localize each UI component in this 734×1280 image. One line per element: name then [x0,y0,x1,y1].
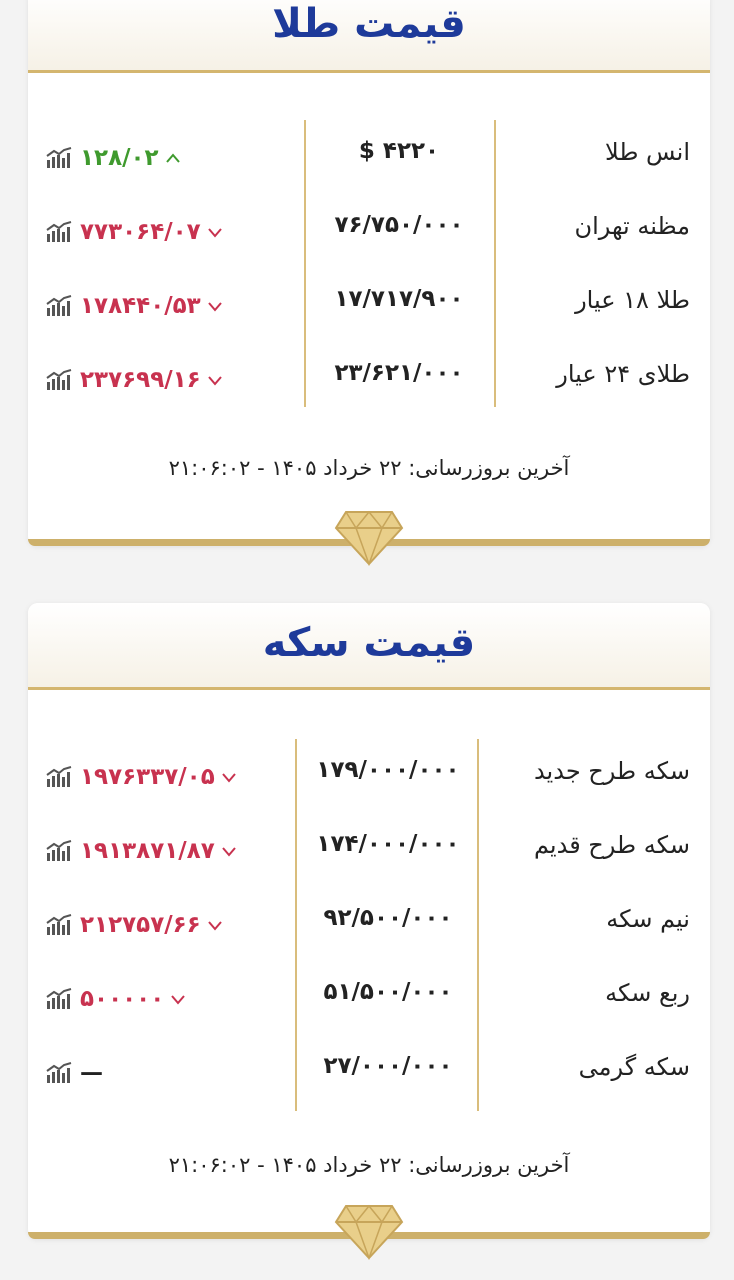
gold-last-update: آخرین بروزرسانی: ۲۲ خرداد ۱۴۰۵ - ۲۱:۰۶:۰۲ [168,456,570,480]
diamond-icon [334,1204,404,1260]
chevron-down-icon [221,771,237,783]
coin-row-name: سکه طرح قدیم [533,831,690,859]
bar-chart-icon[interactable] [46,914,72,936]
chevron-down-icon [207,226,223,238]
coin-row-change[interactable] [46,757,237,797]
coin-row-price: ۱۷۴/۰۰۰/۰۰۰ [316,831,460,857]
coin-row-change-value: ۱۹۱۳۸۷۱/۸۷ [80,838,215,864]
gold-price-card [28,0,710,546]
bar-chart-icon[interactable] [46,147,72,169]
gold-row-change-value: ۱۷۸۴۴۰/۵۳ [80,293,201,319]
gold-row-change[interactable] [46,212,223,252]
chevron-up-icon [165,152,181,164]
gold-row-change-value: ۷۷۳۰۶۴/۰۷ [80,219,201,245]
gold-row-name: طلای ۲۴ عیار [556,360,690,388]
coin-row-name: سکه گرمی [578,1053,690,1081]
coin-row-price: ۱۷۹/۰۰۰/۰۰۰ [316,757,460,783]
gold-row-change[interactable] [46,360,223,400]
gold-row-18k[interactable] [28,286,710,326]
coin-row-change-value: ۲۱۲۷۵۷/۶۶ [80,912,201,938]
coin-row-quarter[interactable] [28,979,710,1019]
coin-row-new[interactable] [28,757,710,797]
chevron-down-icon [221,845,237,857]
coin-card-title: قیمت سکه [262,620,476,666]
chevron-down-icon [170,993,186,1005]
gold-row-price: $ ۴۲۲۰ [358,138,440,164]
bar-chart-icon[interactable] [46,221,72,243]
coin-row-price: ۹۲/۵۰۰/۰۰۰ [323,905,453,931]
chevron-down-icon [207,919,223,931]
coin-row-change-value: ۵۰۰۰۰۰ [80,986,165,1012]
coin-row-change[interactable] [46,905,223,945]
bar-chart-icon[interactable] [46,988,72,1010]
diamond-icon [334,510,404,566]
coin-row-name: نیم سکه [606,905,690,933]
chevron-down-icon [207,374,223,386]
gold-card-header [28,0,710,73]
gold-row-tehran[interactable] [28,212,710,252]
coin-row-gram[interactable] [28,1053,710,1093]
gold-row-24k[interactable] [28,360,710,400]
coin-row-half[interactable] [28,905,710,945]
chevron-down-icon [207,300,223,312]
coin-row-change-value: — [80,1060,103,1086]
bar-chart-icon[interactable] [46,840,72,862]
coin-row-old[interactable] [28,831,710,871]
coin-row-price: ۲۷/۰۰۰/۰۰۰ [323,1053,453,1079]
coin-row-change[interactable] [46,1053,109,1093]
gold-row-change[interactable] [46,138,181,178]
gold-row-name: انس طلا [605,138,690,166]
coin-row-name: ربع سکه [605,979,690,1007]
coin-price-card [28,603,710,1239]
gold-row-change-value: ۱۲۸/۰۲ [80,145,159,171]
gold-row-ounce[interactable] [28,138,710,178]
gold-row-name: طلا ۱۸ عیار [575,286,690,314]
gold-row-price: ۷۶/۷۵۰/۰۰۰ [334,212,464,238]
coin-row-price: ۵۱/۵۰۰/۰۰۰ [323,979,453,1005]
coin-last-update: آخرین بروزرسانی: ۲۲ خرداد ۱۴۰۵ - ۲۱:۰۶:۰۲ [168,1153,570,1177]
gold-row-price: ۱۷/۷۱۷/۹۰۰ [334,286,464,312]
bar-chart-icon[interactable] [46,766,72,788]
gold-row-price: ۲۳/۶۲۱/۰۰۰ [334,360,464,386]
coin-row-name: سکه طرح جدید [533,757,690,785]
bar-chart-icon[interactable] [46,295,72,317]
gold-row-change[interactable] [46,286,223,326]
gold-row-change-value: ۲۳۷۶۹۹/۱۶ [80,367,201,393]
coin-row-change[interactable] [46,831,237,871]
coin-row-change[interactable] [46,979,186,1019]
coin-card-header [28,603,710,690]
gold-row-name: مظنه تهران [574,212,690,240]
coin-row-change-value: ۱۹۷۶۳۳۷/۰۵ [80,764,215,790]
bar-chart-icon[interactable] [46,369,72,391]
gold-card-title: قیمت طلا [272,1,466,47]
bar-chart-icon[interactable] [46,1062,72,1084]
